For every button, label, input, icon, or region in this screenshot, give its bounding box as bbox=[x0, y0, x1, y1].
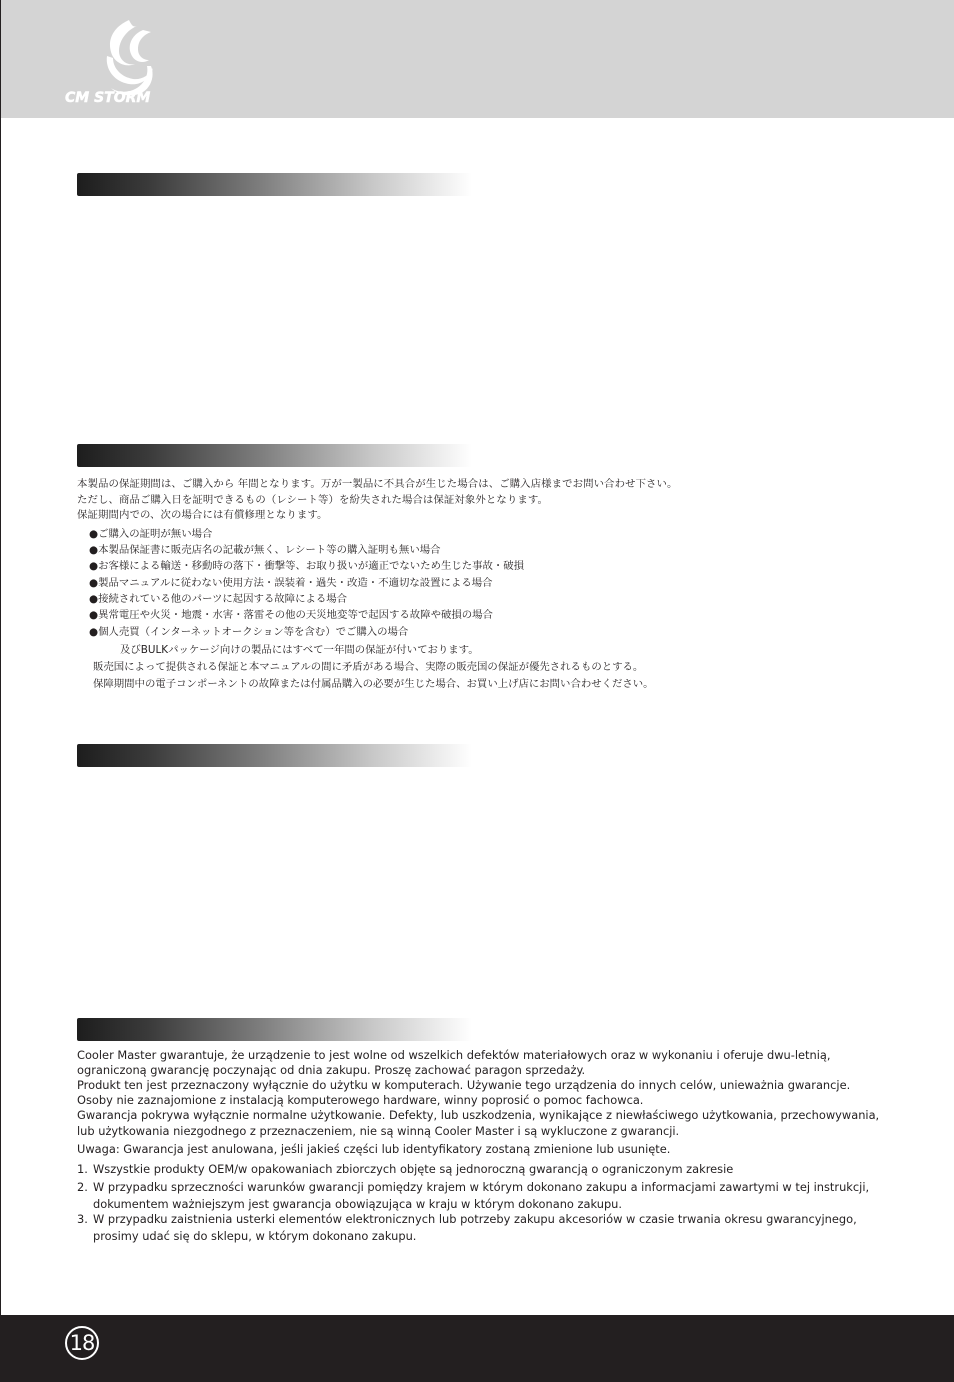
pl-paragraph-line-4: Osoby nie zaznajomione z instalacją komputerowego hardware, winny poprosić o pomoc fachowca. bbox=[77, 1093, 644, 1107]
section-bar-2 bbox=[77, 444, 472, 467]
pl-paragraph-line-2: ograniczoną gwarancję poczynając od dnia zakupu. Proszę zachować paragon sprzedaży. bbox=[77, 1063, 586, 1077]
pl-paragraph-line-5: Gwarancja pokrywa wyłącznie normalne użytkowanie. Defekty, lub uszkodzenia, wynikające z niewłaściwego użytkowania, przechowywania, bbox=[77, 1108, 880, 1122]
list-item-text: prosimy udać się do sklepu, w którym dokonano zakupu. bbox=[93, 1228, 417, 1243]
page-number: 18 bbox=[65, 1326, 99, 1360]
pl-list-item-1 bbox=[77, 1161, 907, 1178]
section-bar-1 bbox=[77, 173, 472, 196]
jp-list-item: ●製品マニュアルに従わない使用方法・誤装着・過失・改造・不適切な設置による場合 bbox=[89, 577, 493, 589]
jp-list-item: ●ご購入の証明が無い場合 bbox=[89, 528, 213, 540]
jp-note-line-1: 販売国によって提供される保証と本マニュアルの間に矛盾がある場合、実際の販売国の保証が優先されるものとする。 bbox=[93, 661, 644, 673]
section-bar-3 bbox=[77, 744, 472, 767]
jp-list-item: ●本製品保証書に販売店名の記載が無く、レシート等の購入証明も無い場合 bbox=[89, 544, 441, 556]
list-item-text: W przypadku sprzeczności warunków gwarancji pomiędzy krajem w którym dokonano zakupu a informacjami zawartymi w tej instrukcji, bbox=[93, 1180, 870, 1194]
jp-intro-line-2: ただし、商品ご購入日を証明できるもの（レシート等）を紛失された場合は保証対象外となります。 bbox=[77, 494, 548, 506]
jp-list-item: ●個人売買（インターネットオークション等を含む）でご購入の場合 bbox=[89, 626, 409, 638]
jp-list-item: ●お客様による輸送・移動時の落下・衝撃等、お取り扱いが適正でないため生じた事故・破損 bbox=[89, 560, 525, 572]
pl-warning: Uwaga: Gwarancja jest anulowana, jeśli jakieś części lub identyfikatory zostaną zmienione lub usunięte. bbox=[77, 1142, 671, 1156]
list-item-text: dokumentem ważniejszym jest gwarancja obowiązująca w kraju w którym dokonano zakupu. bbox=[93, 1196, 623, 1211]
cm-storm-logo bbox=[63, 16, 189, 108]
jp-list-item: ●接続されている他のパーツに起因する故障による場合 bbox=[89, 593, 348, 605]
pl-paragraph-line-3: Produkt ten jest przeznaczony wyłącznie do użytku w komputerach. Używanie tego urządzenia do innych celów, unieważnia gwarancje. bbox=[77, 1078, 851, 1092]
page-border bbox=[0, 0, 1, 1382]
page-footer bbox=[1, 1315, 954, 1382]
jp-intro-line-1: 本製品の保証期間は、ご購入から 年間となります。万が一製品に不具合が生じた場合は、ご購入店様までお問い合わせ下さい。 bbox=[77, 478, 678, 490]
list-number: 2. bbox=[77, 1180, 88, 1194]
list-number: 1. bbox=[77, 1162, 88, 1176]
pl-paragraph-line-1: Cooler Master gwarantuje, że urządzenie to jest wolne od wszelkich defektów materiałowych oraz w wykonaniu i oferuje dwu-letnią, bbox=[77, 1048, 831, 1062]
list-number: 3. bbox=[77, 1212, 88, 1226]
pl-paragraph-line-6: lub użytkowania niezgodnego z przeznaczeniem, nie są winną Cooler Master i są wykluczone z gwarancji. bbox=[77, 1124, 680, 1138]
page-header bbox=[1, 0, 954, 118]
jp-list-item: ●異常電圧や火災・地震・水害・落雷その他の天災地変等で起因する故障や破損の場合 bbox=[89, 609, 493, 621]
section-bar-4 bbox=[77, 1018, 472, 1041]
list-item-text: Wszystkie produkty OEM/w opakowaniach zbiorczych objęte są jednoroczną gwarancją o ograniczonym zakresie bbox=[93, 1162, 734, 1176]
list-item-text: W przypadku zaistnienia usterki elementów elektronicznych lub potrzeby zakupu akcesoriów w czasie trwania okresu gwarancyjnego, bbox=[93, 1212, 857, 1226]
pl-list-item-3 bbox=[77, 1211, 907, 1244]
pl-list-item-2 bbox=[77, 1179, 907, 1212]
jp-intro-line-3: 保証期間内での、次の場合には有償修理となります。 bbox=[77, 509, 328, 521]
jp-note-line-2: 保障期間中の電子コンポーネントの故障または付属品購入の必要が生じた場合、お買い上げ店にお問い合わせください。 bbox=[93, 678, 654, 690]
logo-text: CM STORM bbox=[65, 90, 151, 106]
jp-sub-item: 及びBULKパッケージ向けの製品にはすべて一年間の保証が付いております。 bbox=[120, 644, 479, 656]
